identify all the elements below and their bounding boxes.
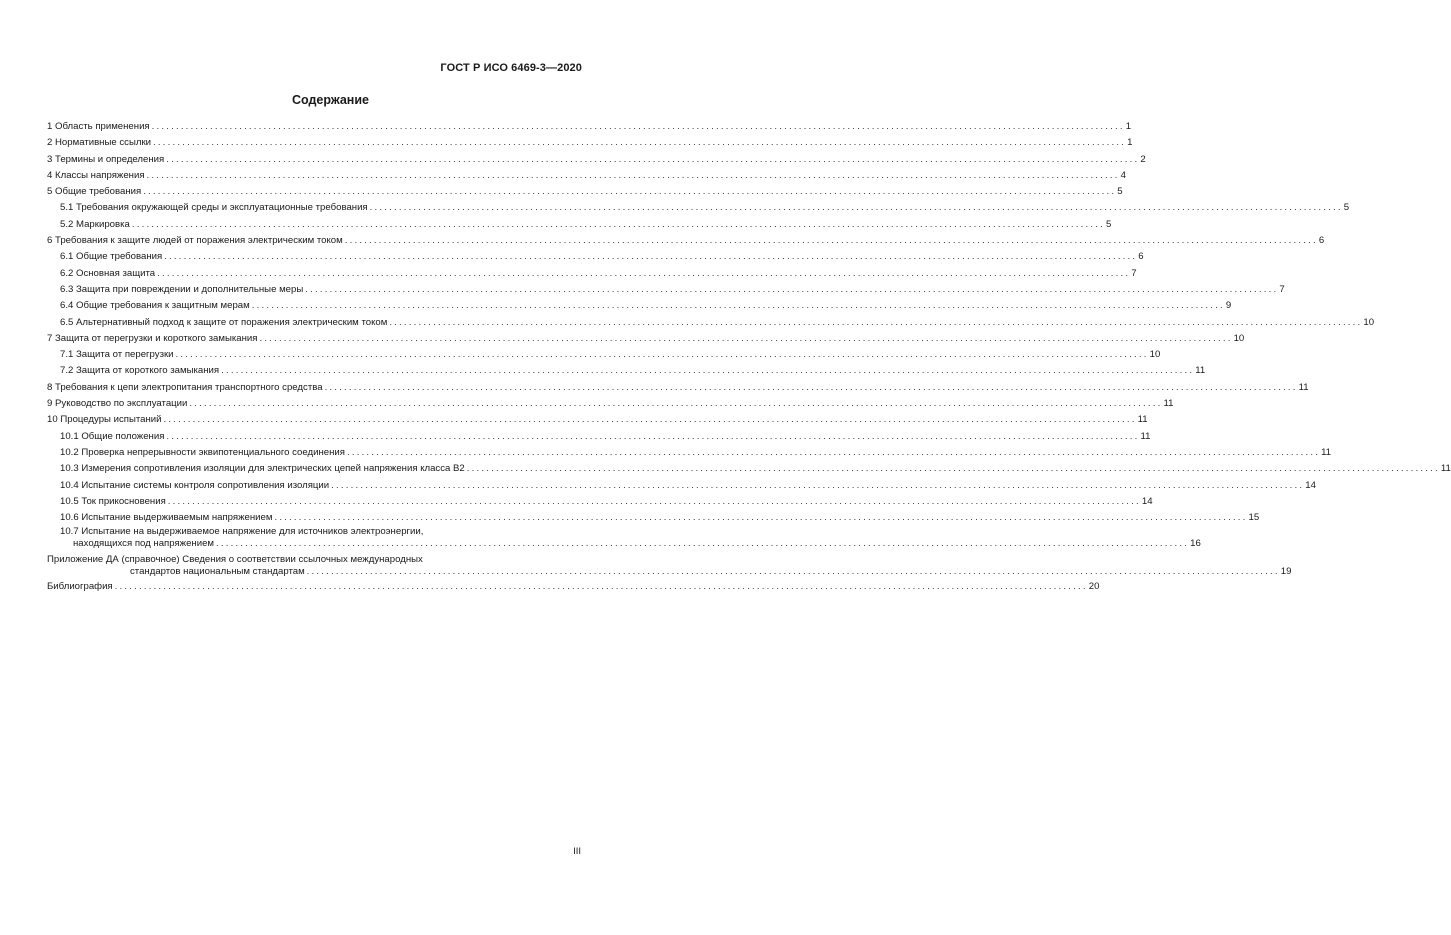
toc-entry-bibliography[interactable] <box>47 579 1100 595</box>
toc-entry-appendix[interactable] <box>47 554 1292 578</box>
toc-entry-title: 5.2 Маркировка <box>60 218 130 230</box>
toc-entry-page: 20 <box>1088 581 1100 593</box>
toc-entry-page: 9 <box>1225 300 1232 312</box>
toc-entry[interactable] <box>47 331 1245 347</box>
toc-leader-dots: ........................................................................................................................................................................................................ <box>167 495 1141 507</box>
toc-entry-page: 10 <box>1363 316 1375 328</box>
toc-leader-dots: ........................................................................................................................................................................................................ <box>324 381 1298 393</box>
toc-entry[interactable] <box>47 510 1260 526</box>
toc-entry-title: 6 Требования к защите людей от поражения электрическим током <box>47 235 343 247</box>
toc-entry-10-7[interactable] <box>47 526 1201 550</box>
toc-entry-title: 7 Защита от перегрузки и короткого замыкания <box>47 332 258 344</box>
toc-entry-page: 16 <box>1190 538 1201 550</box>
toc-entry[interactable] <box>47 282 1285 298</box>
toc-entry[interactable] <box>47 494 1153 510</box>
toc-entry-page: 1 <box>1127 137 1133 149</box>
toc-leader-dots: ........................................................................................................................................................................................................ <box>274 512 1248 524</box>
toc-entry-title: 9 Руководство по эксплуатации <box>47 398 188 410</box>
toc-entry-title: 8 Требования к цепи электропитания транспортного средства <box>47 381 323 393</box>
toc-leader-dots: ........................................................................................................................................................................................................ <box>221 365 1195 377</box>
toc-heading: Содержание <box>291 93 369 107</box>
toc-leader-dots: ........................................................................................................................................................................................................ <box>259 332 1233 344</box>
toc-leader-dots: ........................................................................................................................................................................................................ <box>389 316 1363 328</box>
toc-entry-page: 11 <box>1298 381 1309 393</box>
toc-leader-dots: ........................................................................................................................................................................................................ <box>331 479 1305 491</box>
toc-leader-dots: ........................................................................................................................................................................................................ <box>344 235 1318 247</box>
toc-entry[interactable] <box>47 363 1206 379</box>
toc-leader-dots: ........................................................................................................................................................................................................ <box>466 463 1440 475</box>
toc-entry-title: 7.2 Защита от короткого замыкания <box>60 365 220 377</box>
toc-entry-title: 5.1 Требования окружающей среды и эксплуатационные требования <box>60 202 368 214</box>
toc-entry-page: 6 <box>1138 251 1144 263</box>
toc-leader-dots: ........................................................................................................................................................................................................ <box>157 267 1131 279</box>
toc-entry-title: 10.1 Общие положения <box>60 430 165 442</box>
toc-entry[interactable] <box>47 152 1146 168</box>
toc-entry-title: 6.1 Общие требования <box>60 251 163 263</box>
toc-entry[interactable] <box>47 119 1132 135</box>
toc-entry-page: 10 <box>1233 332 1245 344</box>
toc-leader-dots: ........................................................................................................................................................................................................ <box>306 566 1280 578</box>
toc-entry-page: 1 <box>1125 121 1132 132</box>
toc-entry[interactable] <box>47 200 1350 216</box>
toc-entry[interactable] <box>47 315 1375 331</box>
toc-entry-title: 10.4 Испытание системы контроля сопротивления изоляции <box>60 479 330 491</box>
toc-entry-title: 1 Область применения <box>47 121 150 132</box>
table-of-contents <box>47 119 1451 596</box>
toc-entry[interactable] <box>47 347 1161 363</box>
toc-entry-page: 11 <box>1140 430 1151 442</box>
toc-entry[interactable] <box>47 266 1137 282</box>
toc-leader-dots: ........................................................................................................................................................................................................ <box>346 446 1321 458</box>
toc-entry-title: 10.7 Испытание на выдерживаемое напряжение для источников электроэнергии, <box>60 526 424 538</box>
toc-leader-dots: ........................................................................................................................................................................................................ <box>251 300 1225 312</box>
toc-entry-page: 7 <box>1279 283 1285 295</box>
toc-leader-dots: ........................................................................................................................................................................................................ <box>216 538 1190 550</box>
toc-entry-title: 10.5 Ток прикосновения <box>60 495 166 507</box>
toc-entry[interactable] <box>47 217 1112 233</box>
toc-leader-dots: ........................................................................................................................................................................................................ <box>166 430 1140 442</box>
toc-entry-title: Библиография <box>47 581 113 593</box>
toc-leader-dots: ........................................................................................................................................................................................................ <box>164 251 1138 263</box>
toc-entry-page: 11 <box>1321 446 1332 458</box>
toc-entry-page: 15 <box>1248 512 1260 524</box>
toc-entry[interactable] <box>47 445 1332 461</box>
toc-entry-title-cont: стандартов национальным стандартам <box>130 566 305 578</box>
toc-entry-page: 2 <box>1140 153 1146 165</box>
toc-entry-title: 5 Общие требования <box>47 186 142 198</box>
toc-entry-page: 14 <box>1141 495 1153 507</box>
toc-entry-title: 7.1 Защита от перегрузки <box>60 349 174 361</box>
toc-entry-page: 14 <box>1305 479 1316 491</box>
toc-entry[interactable] <box>47 298 1232 314</box>
toc-leader-dots: ........................................................................................................................................................................................................ <box>163 414 1137 426</box>
toc-entry-title-cont: находящихся под напряжением <box>73 538 215 550</box>
toc-entry-title: 10.3 Измерения сопротивления изоляции для электрических цепей напряжения класса В2 <box>60 463 465 475</box>
toc-entry-page: 4 <box>1120 169 1126 181</box>
toc-entry-title: 10.2 Проверка непрерывности эквипотенциального соединения <box>60 446 345 458</box>
toc-entry[interactable] <box>47 429 1151 445</box>
toc-entry-title: Приложение ДА (справочное) Сведения о соответствии ссылочных международных <box>47 554 423 566</box>
toc-entry[interactable] <box>47 233 1325 249</box>
toc-entry[interactable] <box>47 184 1123 200</box>
toc-leader-dots: ........................................................................................................................................................................................................ <box>143 186 1117 198</box>
toc-entry[interactable] <box>47 396 1174 412</box>
toc-entry-title: 6.4 Общие требования к защитным мерам <box>60 300 250 312</box>
toc-entry-title: 4 Классы напряжения <box>47 169 145 181</box>
toc-entry[interactable] <box>47 168 1126 184</box>
toc-entry-page: 5 <box>1105 218 1112 230</box>
toc-entry-page: 11 <box>1137 414 1148 426</box>
toc-entry[interactable] <box>47 135 1133 151</box>
toc-entry-page: 11 <box>1440 463 1451 475</box>
toc-entry-page: 6 <box>1318 235 1325 247</box>
toc-entry-title: 6.2 Основная защита <box>60 267 156 279</box>
toc-entry[interactable] <box>47 461 1451 477</box>
toc-leader-dots: ........................................................................................................................................................................................................ <box>153 137 1127 149</box>
toc-entry-title: 3 Термины и определения <box>47 153 165 165</box>
toc-leader-dots: ........................................................................................................................................................................................................ <box>305 283 1279 295</box>
toc-entry-page: 7 <box>1131 267 1137 279</box>
toc-entry-title: 6.3 Защита при повреждении и дополнительные меры <box>60 283 304 295</box>
toc-entry[interactable] <box>47 249 1144 265</box>
toc-entry[interactable] <box>47 380 1309 396</box>
toc-leader-dots: ........................................................................................................................................................................................................ <box>131 218 1105 230</box>
toc-entry-title: 2 Нормативные ссылки <box>47 137 152 149</box>
toc-entry-title: 6.5 Альтернативный подход к защите от поражения электрическим током <box>60 316 388 328</box>
toc-entry-page: 5 <box>1343 202 1350 214</box>
toc-leader-dots: ........................................................................................................................................................................................................ <box>114 581 1088 593</box>
toc-leader-dots: ........................................................................................................................................................................................................ <box>189 398 1163 410</box>
toc-entry-page: 10 <box>1149 349 1161 361</box>
toc-entry[interactable] <box>47 412 1148 428</box>
toc-leader-dots: ........................................................................................................................................................................................................ <box>151 121 1125 132</box>
toc-entry-page: 11 <box>1163 398 1174 410</box>
toc-entry[interactable] <box>47 478 1316 494</box>
toc-entry-page: 5 <box>1117 186 1123 198</box>
toc-entry-page: 19 <box>1280 566 1292 578</box>
toc-entry-title: 10 Процедуры испытаний <box>47 414 162 426</box>
toc-leader-dots: ........................................................................................................................................................................................................ <box>175 349 1149 361</box>
toc-leader-dots: ........................................................................................................................................................................................................ <box>146 169 1120 181</box>
page-number: III <box>573 846 581 857</box>
toc-leader-dots: ........................................................................................................................................................................................................ <box>369 202 1343 214</box>
toc-leader-dots: ........................................................................................................................................................................................................ <box>166 153 1140 165</box>
toc-entry-title: 10.6 Испытание выдерживаемым напряжением <box>60 512 273 524</box>
toc-entry-page: 11 <box>1195 365 1206 377</box>
document-code: ГОСТ Р ИСО 6469-3—2020 <box>440 62 582 74</box>
